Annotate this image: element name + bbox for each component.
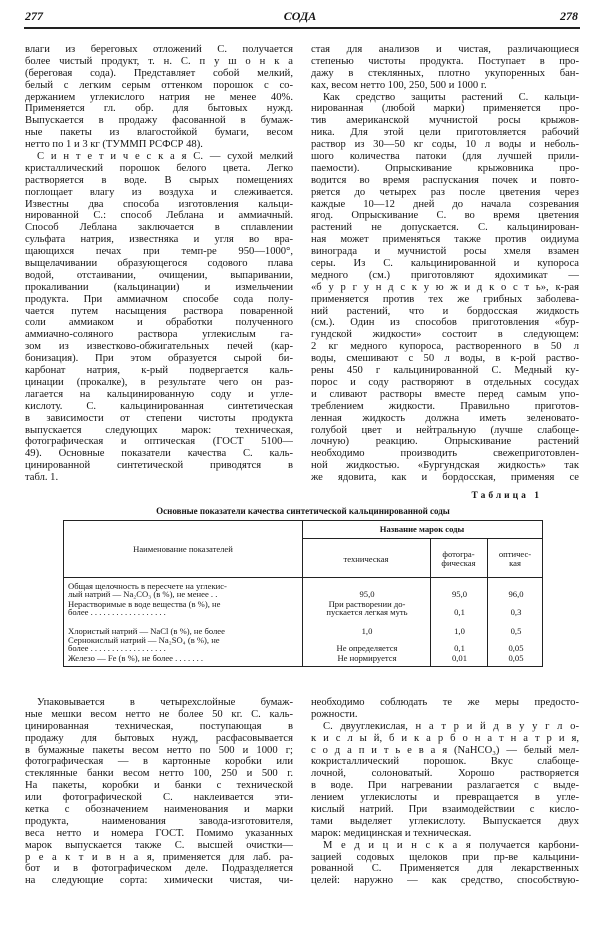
value-cell: 0,5 (510, 626, 522, 636)
text-line: ные мешки весом нетто не более 50 кг. С. каль- (25, 708, 293, 720)
text-line: Как средство защиты растений С. кальци- (323, 91, 579, 103)
text-line: Известны два способа изготовления кальци- (25, 198, 293, 210)
text-line: держанием углекислого натрия не менее 40%. (25, 91, 293, 103)
value-cell: Не нормируется (337, 653, 397, 663)
table-row (64, 637, 544, 653)
paragraph (311, 44, 579, 92)
text-line: цинированная техническая, поступающая в (25, 720, 293, 732)
text-line: аммиачно-соляного раствора углекислым га- (25, 329, 293, 341)
column-left-bottom (25, 697, 293, 887)
text-line: нированная (любой марки) применяется про- (311, 103, 579, 115)
paragraph (311, 840, 579, 888)
indicator-name: Общая щелочность в пересчете на углекис- лый натрий — Na₂CO₃ (в %), не менее . . (68, 581, 227, 599)
text-line: (береговая сода). Представляет собой мелкий, (25, 67, 293, 79)
text-line: С. двууглекислая, н а т р и й д в у у г л о- (323, 720, 579, 732)
text-line: более чистый продукт, т. н. С. п у ш о н к а (25, 55, 293, 67)
text-line: кислый натрий. При взаимодействии с кисло- (311, 804, 579, 816)
text-line: белый с легким серым оттенком порошок с со- (25, 79, 293, 91)
text-line: водой, отстаивании, очищении, выпаривании, (25, 269, 293, 281)
text-line: кокристаллический порошок. Вкус слабоще- (311, 756, 579, 768)
text-line: Применяется гл. обр. для бытовых нужд. (25, 103, 293, 115)
indicator-name: Нерастворимые в воде вещества (в %), не более . . . . . . . . . . . . . . . . . . (68, 599, 221, 617)
text-line: и сливают растворы вместе перед самым упо- (311, 388, 579, 400)
text-line: ленная жидкость должна иметь зеленовато- (311, 412, 579, 424)
text-line: М е д и ц и н с к а я получается карбони- (323, 839, 579, 851)
text-line: веса нетто и номера ГОСТ. Помимо указанных (25, 827, 293, 839)
text-line: ках, весом нетто 100, 250, 500 и 1000 г. (311, 79, 487, 91)
text-line: дажу в стеклянных, плотно укупоренных бан- (311, 67, 579, 79)
value-cell: Не определяется (336, 642, 398, 653)
text-line: ряется до четырех раз после цветения через (311, 186, 579, 198)
header-brand-group: Название марок соды (379, 524, 465, 534)
text-line: продукта. При аммиачном способе сода полу- (25, 293, 293, 305)
text-line: зацией содовых щелоков при пр-ве кальцини- (311, 851, 579, 863)
text-line: ний растений, что и бордосская жидкость (311, 305, 579, 317)
text-line: в зависимости от степени чистоты продукта (25, 412, 293, 424)
text-line: бот и в фотографическом деле. Подразделяется (25, 863, 293, 875)
text-line: кристаллический порошок белого цвета. Легко (25, 162, 293, 174)
header-technical: техническая (343, 554, 389, 564)
text-line: гундской жидкости» состоит в следующем: (311, 329, 579, 341)
text-line: выпускается следующих марок: техническая, (25, 424, 293, 436)
value-cell: 95,0 (451, 588, 468, 599)
text-line: стая для анализов и чистая, различающиеся (311, 44, 579, 55)
text-line: ника. Для этой цели приготовляется рабочий (311, 127, 579, 139)
header-indicator: Наименование показателей (133, 544, 233, 554)
text-line: винограда и мучнистой росы хмеля взамен (311, 246, 579, 258)
column-right-bottom (311, 697, 579, 887)
text-line: лением углекислоты и превращается в угле- (311, 792, 579, 804)
text-line: На пакеты, коробки и банки с технической (25, 780, 293, 792)
text-line: рованной С. Применяется для лекарственных (311, 863, 579, 875)
text-line: ной жидкостью. «Бургундская жидкость» так (311, 460, 579, 472)
table-label: Таблица 1 (471, 491, 542, 501)
text-line: ягод. Опрыскивание С. во время цветения (311, 210, 579, 222)
text-line: продажу для бытовых нужд, расфасовывается (25, 732, 293, 744)
text-line: порос и соду растворяют в отдельных сосудах (311, 376, 579, 388)
text-line: соли аммиаком и обработки полученного (25, 317, 293, 329)
indicator-name: Железо — Fe (в %), не более . . . . . . . (68, 653, 204, 663)
indicator-name: Сернокислый натрий — Na₂SO₄ (в %), не более . . . . . . . . . . . . . . . . . . (68, 635, 220, 653)
value-cell: 0,3 (510, 606, 522, 617)
text-line: лочной, солоноватый. Хорошо растворяется (311, 768, 579, 780)
column-left-top (25, 44, 293, 484)
paragraph (311, 697, 579, 721)
text-line: продукта, наименования завода-изготовителя, (25, 815, 293, 827)
text-line: лочную) реакцию. Опрыскивание растений (311, 436, 579, 448)
text-line: нированной С.: способ Леблана и аммиачный. (25, 210, 293, 222)
text-line: влаги из береговых отложений С. получается (25, 44, 293, 55)
text-line: р е а к т и в н а я, применяется для лаб. ра- (25, 851, 293, 863)
text-line: треблением жидкости. Правильно приготов- (311, 400, 579, 412)
indicator-name: Хлористый натрий — NaCl (в %), не более (68, 626, 225, 636)
page-number-right: 278 (560, 9, 578, 23)
text-line: серы. Из С. кальцинированной и купороса (311, 258, 579, 270)
text-line: кислоту. С. кальцинированная синтетическая (25, 400, 293, 412)
header-photographic: фотогра- фическая (441, 549, 476, 568)
text-line: к и с л ы й, б и к а р б о н а т н а т р и я, (311, 732, 579, 744)
paragraph (311, 92, 579, 484)
table-title: Основные показатели качества синтетической кальцинированной соды (156, 506, 450, 516)
text-line: цинации (прокалке), в результате чего он раз- (25, 376, 293, 388)
text-line: зом из известково-обжигательных печей (кар- (25, 341, 293, 353)
text-line: же ядовита, как и бордосская, применяя се (311, 472, 579, 484)
value-cell: 1,0 (361, 626, 373, 636)
text-line: чается путем насыщения раствора поваренной (25, 305, 293, 317)
page-number-left: 277 (25, 9, 43, 23)
text-line: шого количества патоки (для лучшей прили- (311, 151, 579, 163)
text-line: «б у р г у н д с к у ю ж и д к о с т ь», к-рая (311, 281, 579, 293)
text-line: необходимо соблюдать те же меры предосто- (311, 697, 579, 708)
text-line: тами выделяет углекислоту. Выпускается двух (311, 815, 579, 827)
text-line: в бумажные пакеты весом нетто по 500 и 1000 г; (25, 744, 293, 756)
text-line: кетка с обозначением наименования и марки (25, 804, 293, 816)
text-line: 49). Основные показатели качества С. каль- (25, 448, 293, 460)
text-line: необходимо производить свежеприготовлен- (311, 448, 579, 460)
text-line: выщелачивании образующегося содового плава (25, 258, 293, 270)
value-cell: 0,01 (451, 653, 468, 663)
table-row (64, 583, 544, 599)
value-cell: 0,1 (454, 606, 465, 617)
text-line: карбонат натрия, к-рый подвергается каль- (25, 365, 293, 377)
paragraph (25, 44, 293, 151)
text-line: ная может применяться также против оидиума (311, 234, 579, 246)
text-line: медного (см.) приготовляют ядохимикат — (311, 269, 579, 281)
text-line: лагается на кальцинированную соду и угле- (25, 388, 293, 400)
text-line: рены 450 г кальцинированной С. Медный ку- (311, 365, 579, 377)
text-line: поглощает влагу из воздуха и слеживается. (25, 186, 293, 198)
text-line: 2 кг медного купороса, растворенного в 50 л (311, 341, 579, 353)
text-line: цинированной синтетической приводятся в (25, 460, 293, 472)
text-line: водится во время распускания почек и повто- (311, 174, 579, 186)
text-line: фотографическая — в картонные коробки или (25, 756, 293, 768)
table-row (64, 655, 544, 663)
running-title: СОДА (283, 9, 317, 23)
text-line: нетто по 1 и 3 кг (ТУММП РСФСР 48). (25, 139, 203, 151)
text-line: Выпускается в продажу фасованной в бумаж- (25, 115, 293, 127)
paragraph (25, 697, 293, 887)
value-cell: 0,05 (508, 642, 524, 653)
text-line: Способ Леблана заключается в сплавлении (25, 222, 293, 234)
text-line: (см.). Один из способов приготовления «бур- (311, 317, 579, 329)
text-line: воды, смешивают с 50 л воды, в к-рой раство- (311, 353, 579, 365)
value-cell: 96,0 (508, 588, 524, 599)
text-line: с о д а п и т ь е в а я (NaHCO₃) — белый мел- (311, 744, 579, 756)
text-line: голубой цвет и нейтральную (лучше слабоще- (311, 424, 579, 436)
text-line: марок выпускается также С. высшей очистки— (25, 839, 293, 851)
text-line: щающихся печах при темп-ре 950—1000°, (25, 246, 293, 258)
text-line: растений не допускается. С. кальцинирован- (311, 222, 579, 234)
text-line: степенью чистоты продукта. Поступает в про- (311, 55, 579, 67)
text-line: применяется против тех же грибных заболева- (311, 293, 579, 305)
header-rule (24, 27, 580, 29)
header-optical: оптичес- кая (498, 549, 532, 568)
text-line: табл. 1. (25, 472, 59, 484)
value-cell: При растворении до- пускается легкая муть (326, 599, 408, 617)
paragraph (311, 721, 579, 840)
text-line: фотографическая и оптическая (ГОСТ 5100— (25, 436, 293, 448)
text-line: каждые 10—12 дней до начала созревания (311, 198, 579, 210)
quality-table (63, 520, 543, 667)
text-line: на следующие сорта: химически чистая, чи- (25, 875, 293, 887)
text-line: раствор из 30—50 кг соды, 10 л воды и неболь- (311, 139, 579, 151)
text-line: С и н т е т и ч е с к а я С. — сухой мелкий (37, 151, 293, 163)
text-line: или фотографической С. наклеивается эти- (25, 792, 293, 804)
text-line: растворяется в воде. В сырых помещениях (25, 174, 293, 186)
table-divider (64, 577, 542, 578)
text-line: стеклянные банки весом нетто 100, 250 и 500 г. (25, 768, 293, 780)
column-right-top (311, 44, 579, 484)
table-row (64, 601, 544, 617)
paragraph (25, 151, 293, 484)
value-cell: 95,0 (359, 588, 375, 599)
text-line: рожности. (311, 708, 358, 720)
text-line: тив американской мучнистой росы крыжов- (311, 115, 579, 127)
value-cell: 0,1 (454, 642, 465, 653)
text-line: Упаковывается в четырехслойные бумаж- (37, 697, 293, 708)
text-line: целей: наружно — как средство, способствую- (311, 875, 579, 887)
value-cell: 0,05 (508, 653, 524, 663)
text-line: в воде. При нагревании разлагается с выде- (311, 780, 579, 792)
text-line: марок: медицинская и техническая. (311, 827, 472, 839)
value-cell: 1,0 (454, 626, 465, 636)
text-line: паемости). Опрыскивание крыжовника про- (311, 162, 579, 174)
text-line: бонизация). При этом образуется сырой би- (25, 353, 293, 365)
text-line: ные пакеты из влагостойкой бумаги, весом (25, 127, 293, 139)
text-line: сульфата натрия, известняка и угля во вра- (25, 234, 293, 246)
table-divider (302, 538, 542, 539)
text-line: прокаливании (кальцинации) и измельчении (25, 281, 293, 293)
